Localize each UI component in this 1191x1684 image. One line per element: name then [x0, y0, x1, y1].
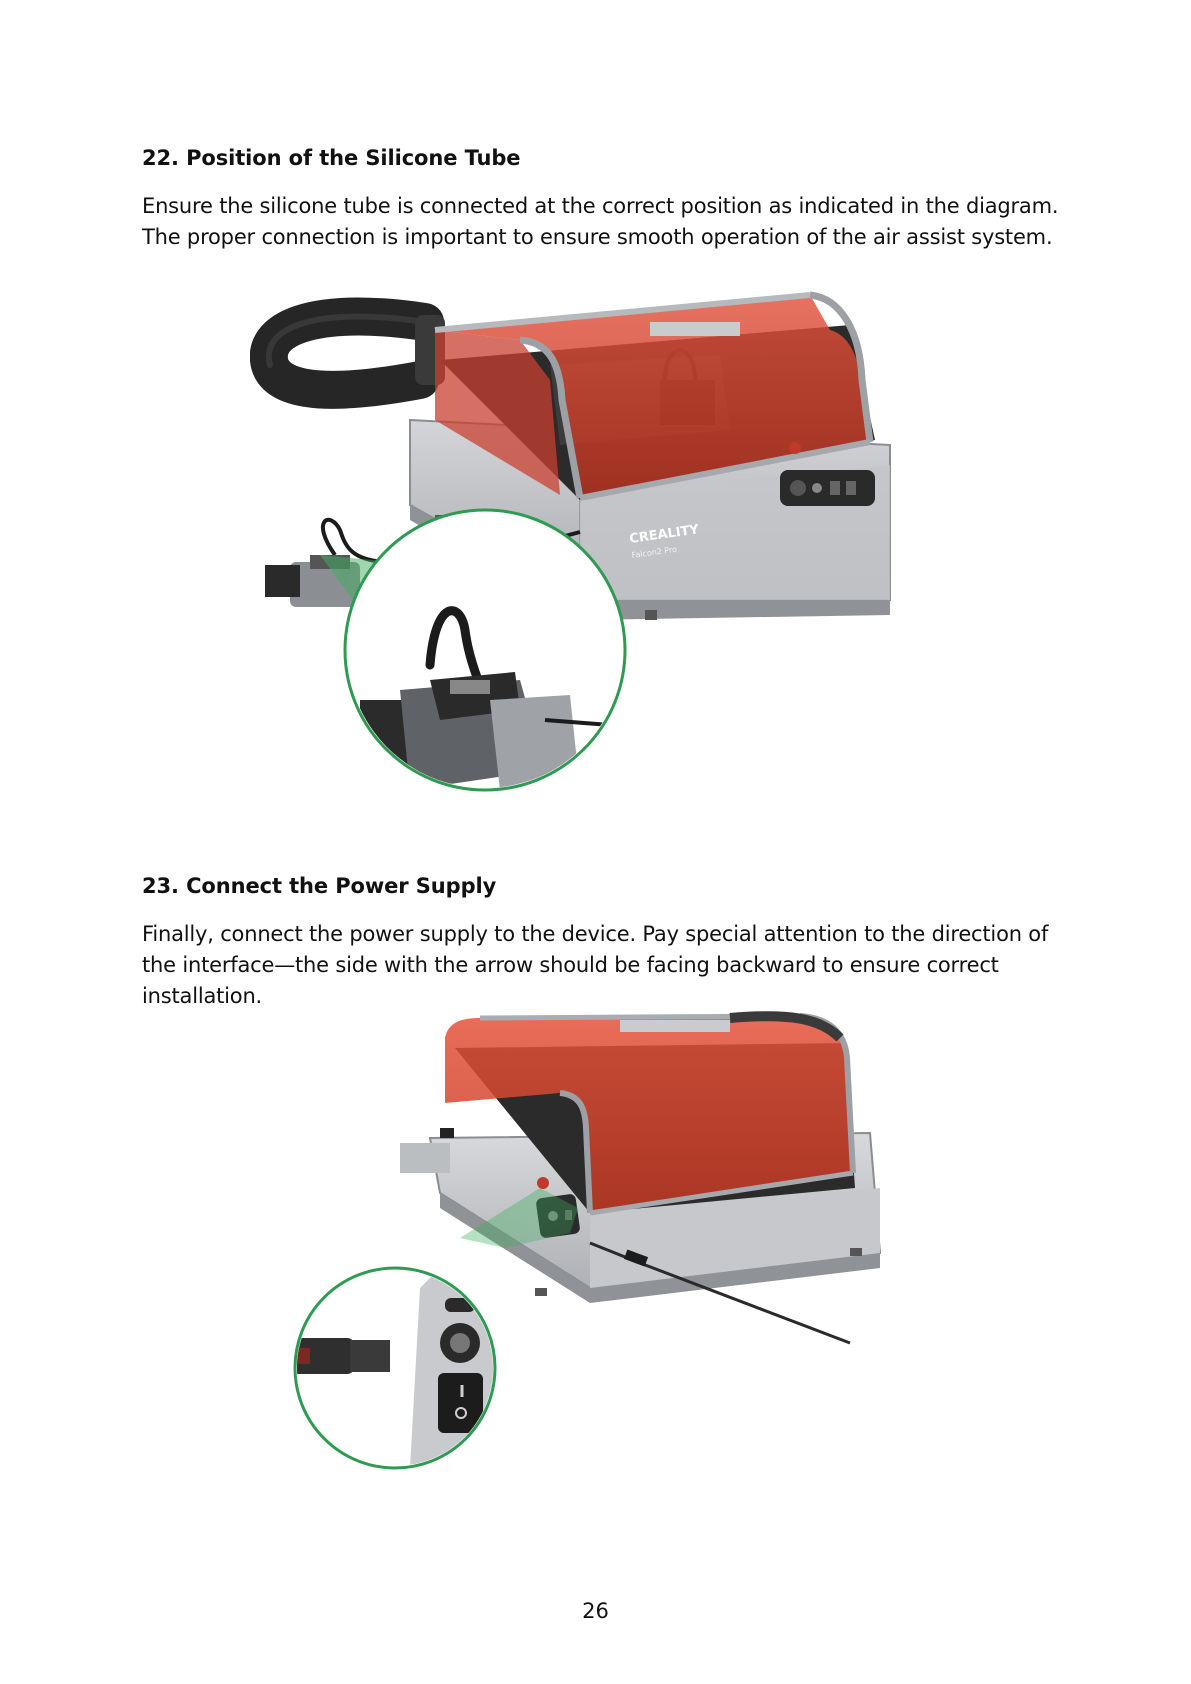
model-label: Falcon2 Pro [631, 544, 678, 560]
section-heading-22: 22. Position of the Silicone Tube [142, 146, 521, 170]
section-body-23: Finally, connect the power supply to the device. Pay special attention to the direction of the interface—the side with the arrow should be facing backward to ensure correct installation. [142, 922, 1049, 1008]
brand-label: CREALITY [628, 522, 700, 547]
page-number: 26 [582, 1599, 609, 1623]
section-body-22: Ensure the silicone tube is connected at the correct position as indicated in the diagram. The proper connection is important to ensure smooth operation of the air assist system. [142, 194, 1059, 249]
power-supply-diagram [290, 998, 900, 1470]
silicone-tube-diagram [250, 270, 950, 855]
section-heading-23: 23. Connect the Power Supply [142, 874, 497, 898]
